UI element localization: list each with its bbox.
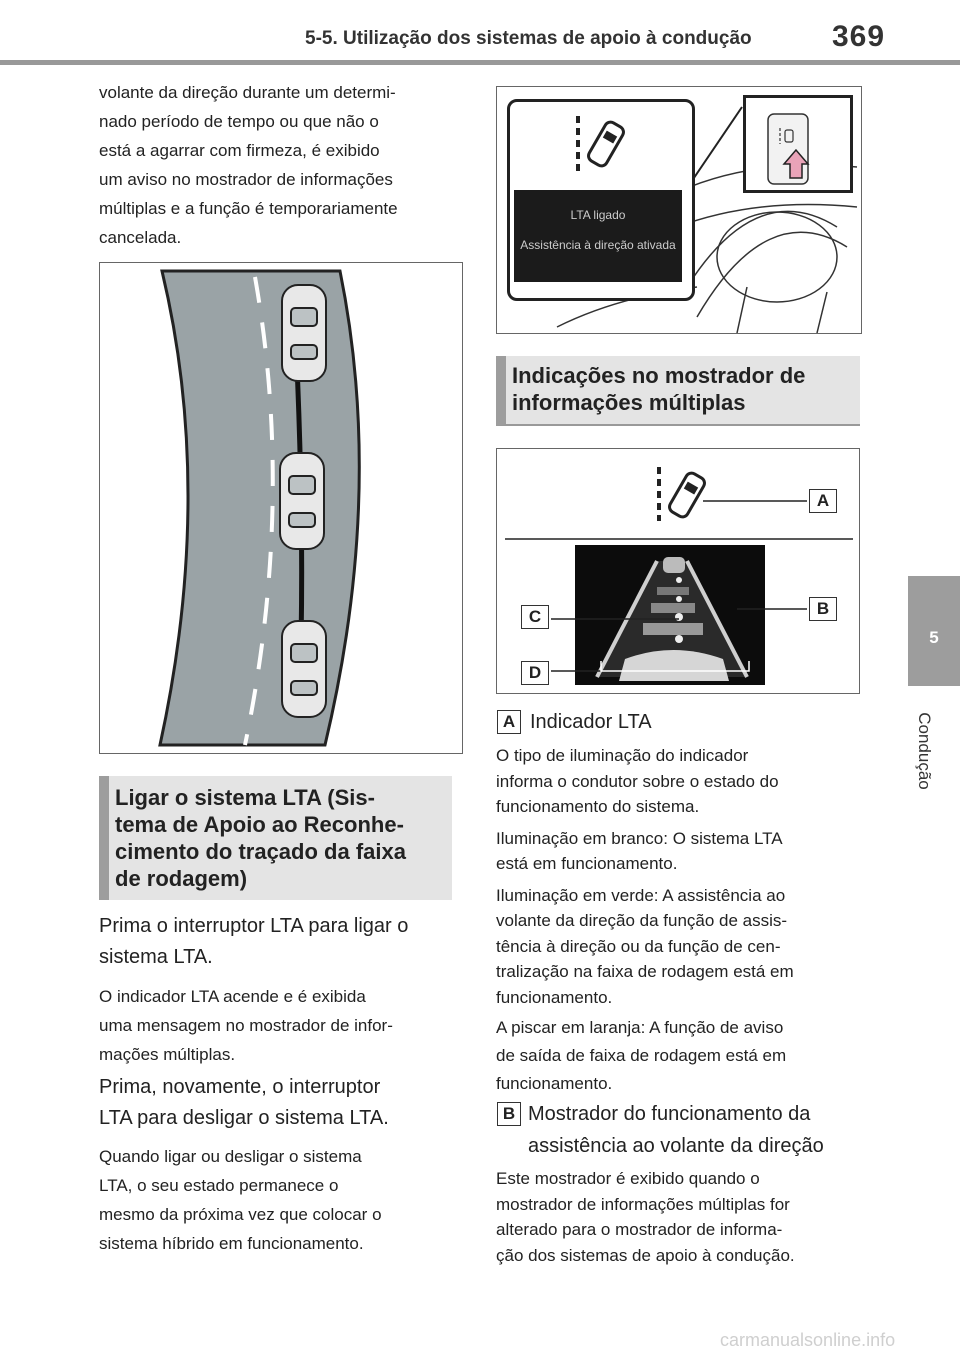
text-line: alterado para o mostrador de informa- <box>496 1220 783 1239</box>
item-a-title: Indicador LTA <box>530 711 652 733</box>
text-line: uma mensagem no mostrador de infor- <box>99 1016 393 1035</box>
text-line: mações múltiplas. <box>99 1045 236 1064</box>
title-line: assistência ao volante da direção <box>528 1135 824 1157</box>
text-line: Quando ligar ou desligar o sistema <box>99 1147 362 1166</box>
heading-line: de rodagem) <box>115 866 248 891</box>
text-line: tralização na faixa de rodagem está em <box>496 962 794 981</box>
section-title: 5-5. Utilização dos sistemas de apoio à condução <box>305 28 752 49</box>
text-line: Iluminação em verde: A assistência ao <box>496 885 786 905</box>
chapter-tab <box>908 576 960 686</box>
text-line: Iluminação em branco: O sistema LTA <box>496 828 783 848</box>
display-message-line1: LTA ligado <box>570 208 626 222</box>
display-message-line2: Assistência à direção ativada <box>520 238 676 252</box>
step-turn-on <box>99 911 461 973</box>
car-top <box>282 285 326 381</box>
chapter-number: 5 <box>929 628 939 647</box>
steering-wheel-rim <box>687 211 837 287</box>
text-line: de saída de faixa de rodagem está em <box>496 1046 787 1065</box>
text-line: O tipo de iluminação do indicador <box>496 746 749 765</box>
text-line: funcionamento. <box>496 987 613 1007</box>
lead-car-icon <box>663 557 685 573</box>
road-shape <box>160 271 359 745</box>
car-middle <box>280 453 324 549</box>
text-line: nado período de tempo ou que não o <box>99 112 379 131</box>
text-line: volante da direção durante um determi- <box>99 83 396 102</box>
heading-line: Indicações no mostrador de <box>512 363 806 388</box>
switch-closeup <box>743 95 853 193</box>
title-line: Mostrador do funcionamento da <box>528 1103 811 1125</box>
chapter-label-text: Condução <box>915 712 934 790</box>
callout-d: D <box>521 661 549 685</box>
text-line: A piscar em laranja: A função de aviso <box>496 1018 784 1037</box>
item-b-description <box>496 1166 860 1268</box>
watermark: carmanualsonline.info <box>720 1330 896 1350</box>
section-heading-lta-switch <box>99 776 452 900</box>
lane-illustration <box>99 262 463 754</box>
display-screen <box>514 190 682 282</box>
text-line: mesmo da próxima vez que colocar o <box>99 1205 382 1224</box>
header-divider <box>0 60 960 65</box>
steering-wheel-hub <box>717 212 837 302</box>
note-turn-on <box>99 982 461 1069</box>
text-line: informa o condutor sobre o estado do <box>496 771 779 791</box>
step-turn-off <box>99 1072 461 1134</box>
text-line: volante da direção da função de assis- <box>496 911 788 930</box>
heading-line: tema de Apoio ao Reconhe- <box>115 812 404 837</box>
callout-b: B <box>809 597 837 621</box>
text-line: está a agarrar com firmeza, é exibido <box>99 141 380 160</box>
item-b-title <box>528 1098 860 1162</box>
text-line: mostrador de informações múltiplas for <box>496 1194 790 1214</box>
section-heading-mid-indications <box>496 356 860 426</box>
text-line: LTA, o seu estado permanece o <box>99 1176 339 1195</box>
display-closeup <box>507 99 695 301</box>
item-b-letter: B <box>497 1102 521 1126</box>
note-turn-off <box>99 1142 461 1258</box>
item-a-letter: A <box>497 710 521 734</box>
text-line: Prima, novamente, o interruptor <box>99 1076 381 1098</box>
text-line: cancelada. <box>99 228 182 247</box>
text-line: LTA para desligar o sistema LTA. <box>99 1107 389 1129</box>
text-line: ção dos sistemas de apoio à condução. <box>496 1245 795 1265</box>
text-line: funcionamento do sistema. <box>496 797 700 816</box>
text-line: um aviso no mostrador de informações <box>99 170 393 189</box>
text-line: sistema LTA. <box>99 946 213 968</box>
car-bottom <box>282 621 326 717</box>
callout-c: C <box>521 605 549 629</box>
text-line: sistema híbrido em funcionamento. <box>99 1234 364 1253</box>
page-number: 369 <box>832 20 886 53</box>
lta-indicator-icon <box>586 120 625 168</box>
text-line: funcionamento. <box>496 1074 613 1093</box>
text-line: Este mostrador é exibido quando o <box>496 1169 760 1188</box>
intro-paragraph <box>99 78 459 252</box>
text-line: múltiplas e a função é temporariamente <box>99 199 398 218</box>
text-line: O indicador LTA acende e é exibida <box>99 987 366 1006</box>
lta-indicator-icon <box>667 471 706 519</box>
item-a-description <box>496 743 860 1098</box>
heading-line: informações múltiplas <box>512 390 746 415</box>
mid-diagram <box>496 448 860 694</box>
dashboard-illustration <box>496 86 862 334</box>
text-line: tência à direção ou da função de cen- <box>496 936 781 956</box>
text-line: Prima o interruptor LTA para ligar o <box>99 915 409 937</box>
text-line: está em funcionamento. <box>496 854 678 873</box>
chapter-label <box>904 703 944 803</box>
heading-line: cimento do traçado da faixa <box>115 839 406 864</box>
callout-a: A <box>809 489 837 513</box>
heading-line: Ligar o sistema LTA (Sis- <box>115 785 375 810</box>
